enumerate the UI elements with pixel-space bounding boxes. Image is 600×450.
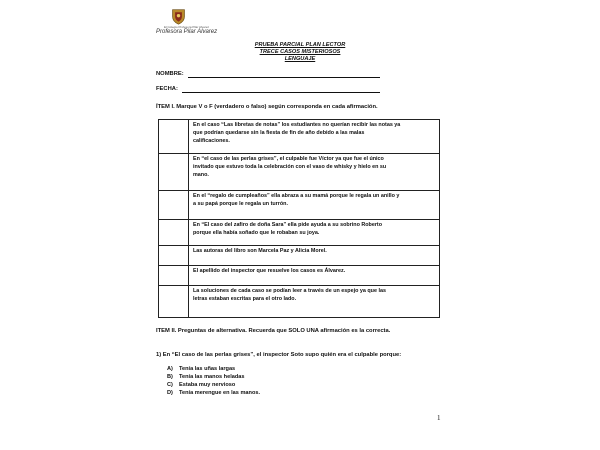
statement-cell: El apellido del inspector que resuelve los casos es Álvarez. <box>189 266 440 286</box>
option-a[interactable] <box>167 366 235 372</box>
option-text: Tenía las uñas largas <box>179 366 236 372</box>
name-field[interactable] <box>188 77 380 78</box>
date-label: FECHA: <box>156 86 178 92</box>
statement-cell: En “el caso de las perlas grises”, el culpable fue Víctor ya que fue el único invitado que estuvo toda la celebración con el vaso de whisky y hielo en su mano. <box>189 154 440 191</box>
option-letter: A) <box>167 366 173 372</box>
true-false-table <box>158 119 440 318</box>
teacher-name: Profesora Pilar Alvarez <box>156 29 218 35</box>
page-number: 1 <box>437 414 441 422</box>
school-crest-icon <box>170 8 187 25</box>
table-row <box>159 220 440 246</box>
exam-title: PRUEBA PARCIAL PLAN LECTOR <box>254 42 346 48</box>
option-letter: C) <box>167 382 173 388</box>
answer-cell[interactable] <box>159 246 189 266</box>
option-text: Tenía merengue en las manos. <box>179 390 261 396</box>
statement-cell: En el “regalo de cumpleaños” ella abraza a su mamá porque le regala un anillo y a su papá porque le regala un turrón. <box>189 191 440 220</box>
book-title: TRECE CASOS MISTERIOSOS <box>259 49 341 55</box>
statement-cell: La soluciones de cada caso se podían leer a través de un espejo ya que las letras estaban escritas para el otro lado. <box>189 286 440 318</box>
date-field[interactable] <box>182 92 380 93</box>
logo-caption: El Colegio Profesora Pilar Alvarez <box>164 25 210 29</box>
table-row <box>159 120 440 154</box>
table-row <box>159 246 440 266</box>
option-letter: B) <box>167 374 173 380</box>
item1-heading: ÍTEM I. Marque V o F (verdadero o falso) según corresponda en cada afirmación. <box>156 104 378 110</box>
answer-cell[interactable] <box>159 120 189 154</box>
answer-cell[interactable] <box>159 286 189 318</box>
item2-heading: ITEM II. Preguntas de alternativa. Recuerda que SOLO UNA afirmación es la correcta. <box>156 328 391 334</box>
statement-cell: En el caso “Las libretas de notas” los estudiantes no querían recibir las notas ya que podrían quedarse sin la fiesta de fin de año debido a las malas calificaciones. <box>189 120 440 154</box>
option-text: Estaba muy nervioso <box>179 382 236 388</box>
table-row <box>159 286 440 318</box>
option-letter: D) <box>167 390 173 396</box>
statement-cell: En “El caso del zafiro de doña Sara” ella pide ayuda a su sobrino Roberto porque ella había soñado que le robaban su joya. <box>189 220 440 246</box>
table-row <box>159 154 440 191</box>
answer-cell[interactable] <box>159 191 189 220</box>
option-c[interactable] <box>167 382 235 388</box>
table-row <box>159 266 440 286</box>
subject-title: LENGUAJE <box>284 56 316 62</box>
statement-cell: Las autoras del libro son Marcela Paz y Alicia Morel. <box>189 246 440 266</box>
option-b[interactable] <box>167 374 245 380</box>
option-d[interactable] <box>167 390 260 396</box>
name-label: NOMBRE: <box>156 71 184 77</box>
option-text: Tenía las manos heladas <box>179 374 245 380</box>
question-1: 1) En “El caso de las perlas grises”, el inspector Soto supo quién era el culpable porque: <box>156 352 402 358</box>
answer-cell[interactable] <box>159 266 189 286</box>
answer-cell[interactable] <box>159 220 189 246</box>
table-row <box>159 191 440 220</box>
answer-cell[interactable] <box>159 154 189 191</box>
